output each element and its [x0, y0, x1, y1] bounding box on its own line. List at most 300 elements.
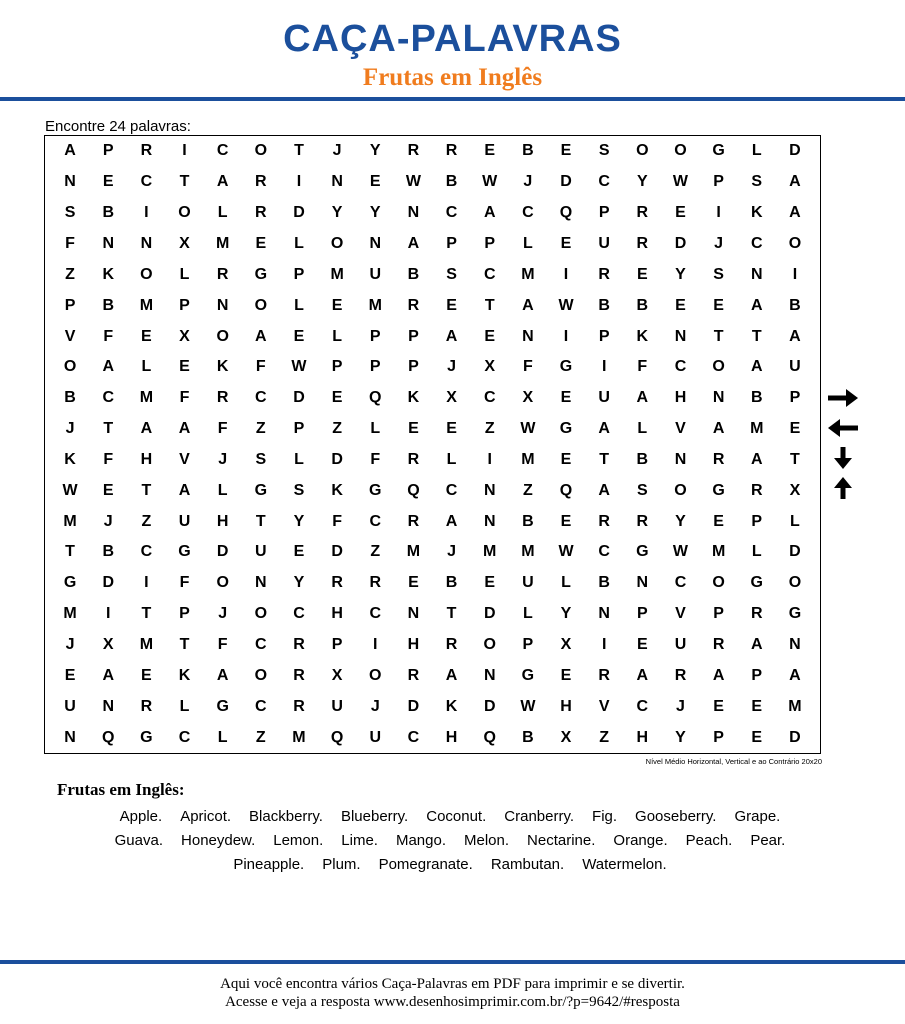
- grid-cell: B: [598, 574, 610, 592]
- grid-cell: Z: [522, 481, 533, 499]
- grid-cell: M: [788, 697, 802, 715]
- grid-cell: L: [217, 481, 228, 499]
- grid-cell: K: [636, 327, 649, 345]
- word-list-line: [55, 832, 845, 849]
- grid-cell: Z: [255, 420, 266, 438]
- grid-cell: P: [751, 666, 763, 684]
- grid-cell: Z: [484, 420, 495, 438]
- word-item: Blackberry.: [249, 808, 323, 825]
- grid-cell: P: [484, 234, 496, 252]
- grid-cell: G: [559, 358, 573, 376]
- grid-cell: G: [178, 543, 191, 561]
- grid-cell: U: [789, 358, 801, 376]
- grid-cell: I: [563, 327, 569, 345]
- grid-cell: A: [712, 420, 725, 438]
- grid-cell: N: [64, 728, 76, 746]
- grid-cell: R: [255, 173, 267, 191]
- grid-cell: H: [674, 389, 687, 407]
- grid-cell: N: [750, 265, 763, 283]
- grid-cell: C: [255, 636, 267, 654]
- grid-cell: B: [445, 173, 458, 191]
- grid-cell: D: [293, 204, 305, 222]
- grid-cell: R: [407, 666, 420, 684]
- grid-cell: A: [445, 512, 458, 530]
- grid-cell: R: [598, 512, 610, 530]
- grid-cell: U: [64, 697, 76, 715]
- grid-cell: O: [63, 358, 77, 376]
- grid-cell: O: [674, 481, 687, 499]
- grid-cell: C: [674, 574, 687, 592]
- grid-cell: P: [369, 358, 381, 376]
- grid-cell: P: [179, 605, 190, 623]
- grid-cell: X: [560, 636, 572, 654]
- grid-cell: T: [179, 173, 190, 191]
- word-item: Watermelon.: [582, 856, 667, 873]
- grid-cell: A: [445, 327, 458, 345]
- grid-cell: L: [522, 605, 533, 623]
- grid-cell: F: [370, 450, 381, 468]
- grid-cell: O: [216, 574, 229, 592]
- grid-cell: S: [255, 450, 267, 468]
- grid-cell: D: [293, 389, 305, 407]
- grid-cell: Z: [141, 512, 152, 530]
- grid-cell: U: [178, 512, 191, 530]
- grid-cell: L: [294, 296, 304, 314]
- grid-cell: C: [140, 543, 153, 561]
- grid-cell: P: [102, 142, 114, 160]
- grid-cell: E: [141, 327, 152, 345]
- grid-cell: C: [140, 173, 153, 191]
- grid-cell: B: [102, 296, 114, 314]
- word-item: Rambutan.: [490, 856, 565, 873]
- grid-cell: P: [64, 296, 76, 314]
- grid-cell: C: [255, 389, 267, 407]
- grid-cell: D: [483, 605, 496, 623]
- word-item: Pear.: [750, 832, 786, 849]
- grid-cell: N: [407, 605, 420, 623]
- grid-cell: O: [254, 666, 268, 684]
- grid-cell: P: [751, 512, 763, 530]
- grid-cell: T: [179, 636, 190, 654]
- grid-cell: W: [520, 420, 536, 438]
- grid-cell: L: [751, 543, 762, 561]
- grid-cell: M: [711, 543, 726, 561]
- grid-cell: E: [751, 697, 763, 715]
- grid-cell: R: [216, 389, 229, 407]
- grid-cell: E: [484, 142, 496, 160]
- grid-cell: K: [331, 481, 343, 499]
- word-item: Coconut.: [426, 808, 487, 825]
- grid-cell: W: [405, 173, 421, 191]
- grid-cell: P: [331, 636, 343, 654]
- grid-cell: O: [712, 574, 725, 592]
- grid-cell: M: [216, 234, 230, 252]
- grid-cell: B: [789, 296, 801, 314]
- grid-cell: U: [255, 543, 267, 561]
- grid-cell: A: [216, 173, 229, 191]
- grid-cell: W: [672, 173, 689, 191]
- grid-cell: E: [560, 450, 572, 468]
- grid-cell: B: [64, 389, 76, 407]
- grid-cell: X: [789, 481, 801, 499]
- grid-cell: G: [636, 543, 649, 561]
- grid-cell: R: [216, 265, 229, 283]
- footer-line-2: Acesse e veja a resposta www.desenhosimprimir.com.br/?p=9642/#resposta: [225, 994, 680, 1010]
- grid-cell: B: [636, 450, 649, 468]
- grid-cell: K: [64, 450, 76, 468]
- grid-cell: K: [407, 389, 420, 407]
- grid-cell: K: [750, 204, 763, 222]
- grid-cell: E: [560, 142, 572, 160]
- grid-cell: L: [179, 697, 190, 715]
- grid-cell: A: [216, 666, 229, 684]
- grid-cell: D: [331, 450, 343, 468]
- grid-cell: R: [636, 234, 649, 252]
- grid-cell: Q: [330, 728, 344, 746]
- grid-cell: P: [713, 605, 724, 623]
- grid-cell: T: [446, 605, 457, 623]
- grid-cell: C: [445, 481, 458, 499]
- grid-cell: D: [789, 728, 801, 746]
- grid-cell: N: [102, 697, 114, 715]
- top-divider: [0, 97, 905, 101]
- grid-cell: C: [483, 265, 496, 283]
- grid-cell: D: [789, 543, 801, 561]
- grid-cell: A: [789, 327, 801, 345]
- grid-cell: H: [407, 636, 420, 654]
- grid-cell: Q: [483, 728, 496, 746]
- word-item: Blueberry.: [340, 808, 409, 825]
- arrow-down-icon: [826, 446, 860, 470]
- grid-cell: J: [447, 543, 457, 561]
- grid-cell: G: [140, 728, 153, 746]
- grid-cell: O: [178, 204, 191, 222]
- grid-cell: G: [521, 666, 535, 684]
- grid-cell: M: [406, 543, 421, 561]
- grid-cell: A: [64, 142, 76, 160]
- grid-cell: R: [750, 481, 763, 499]
- grid-cell: F: [217, 636, 228, 654]
- grid-cell: X: [179, 327, 190, 345]
- grid-cell: O: [483, 636, 496, 654]
- grid-cell: N: [598, 605, 610, 623]
- grid-cell: L: [294, 450, 304, 468]
- grid-cell: B: [522, 728, 534, 746]
- grid-cell: M: [521, 265, 535, 283]
- grid-cell: O: [712, 358, 725, 376]
- grid-cell: R: [407, 296, 420, 314]
- grid-cell: P: [331, 358, 343, 376]
- grid-cell: E: [560, 234, 572, 252]
- grid-cell: N: [102, 234, 114, 252]
- grid-cell: R: [407, 142, 420, 160]
- grid-cell: D: [216, 543, 229, 561]
- grid-cell: J: [65, 420, 75, 438]
- grid-cell: X: [446, 389, 457, 407]
- arrow-right-icon: [826, 386, 860, 410]
- grid-cell: A: [255, 327, 267, 345]
- grid-cell: O: [254, 605, 268, 623]
- grid-cell: A: [636, 666, 649, 684]
- grid-cell: N: [331, 173, 343, 191]
- grid-cell: U: [674, 636, 687, 654]
- grid-cell: F: [637, 358, 648, 376]
- footer-line-1: Aqui você encontra vários Caça-Palavras em PDF para imprimir e se divertir.: [220, 976, 685, 992]
- grid-cell: E: [789, 420, 801, 438]
- grid-cell: F: [522, 358, 533, 376]
- grid-cell: E: [636, 265, 648, 283]
- grid-cell: A: [789, 204, 801, 222]
- grid-cell: S: [713, 265, 724, 283]
- grid-cell: M: [521, 543, 535, 561]
- grid-cell: S: [751, 173, 763, 191]
- grid-cell: R: [407, 512, 420, 530]
- grid-cell: L: [332, 327, 342, 345]
- grid-cell: C: [293, 605, 305, 623]
- grid-cell: C: [750, 234, 763, 252]
- grid-cell: T: [790, 450, 800, 468]
- grid-cell: T: [713, 327, 724, 345]
- grid-cell: L: [522, 234, 533, 252]
- grid-cell: D: [331, 543, 343, 561]
- page-subtitle: Frutas em Inglês: [362, 64, 543, 91]
- instruction-text: Encontre 24 palavras:: [45, 118, 191, 135]
- word-item: Cranberry.: [504, 808, 575, 825]
- grid-cell: R: [445, 636, 458, 654]
- word-list-heading: Frutas em Inglês:: [57, 780, 185, 799]
- grid-cell: P: [369, 327, 381, 345]
- grid-cell: Z: [65, 265, 75, 283]
- grid-cell: L: [217, 204, 228, 222]
- grid-cell: J: [218, 605, 228, 623]
- grid-cell: P: [598, 327, 610, 345]
- page-title: CAÇA-PALAVRAS: [283, 18, 622, 60]
- grid-cell: G: [559, 420, 573, 438]
- grid-cell: P: [179, 296, 190, 314]
- grid-cell: Y: [636, 173, 648, 191]
- word-item: Lemon.: [273, 832, 324, 849]
- grid-cell: W: [482, 173, 498, 191]
- grid-cell: Z: [599, 728, 610, 746]
- grid-cell: P: [789, 389, 801, 407]
- grid-cell: M: [750, 420, 764, 438]
- direction-arrows: [826, 386, 862, 506]
- grid-cell: A: [178, 420, 191, 438]
- grid-cell: Z: [370, 543, 381, 561]
- grid-cell: C: [445, 204, 458, 222]
- grid-cell: E: [484, 574, 496, 592]
- grid-cell: R: [293, 697, 305, 715]
- grid-cell: E: [713, 512, 724, 530]
- grid-cell: L: [561, 574, 571, 592]
- grid-cell: O: [788, 234, 802, 252]
- grid-cell: C: [636, 697, 649, 715]
- grid-cell: U: [522, 574, 534, 592]
- grid-cell: R: [712, 450, 725, 468]
- grid-cell: I: [563, 265, 569, 283]
- grid-cell: N: [255, 574, 267, 592]
- grid-cell: L: [790, 512, 800, 530]
- grid-cell: N: [140, 234, 153, 252]
- grid-cell: D: [483, 697, 496, 715]
- grid-cell: E: [636, 636, 648, 654]
- grid-cell: S: [446, 265, 457, 283]
- grid-cell: L: [751, 142, 762, 160]
- grid-cell: C: [522, 204, 534, 222]
- grid-cell: H: [445, 728, 458, 746]
- grid-cell: E: [446, 420, 457, 438]
- word-item: Honeydew.: [181, 832, 256, 849]
- grid-cell: T: [141, 481, 152, 499]
- grid-cell: C: [483, 389, 496, 407]
- word-item: Melon.: [464, 832, 510, 849]
- grid-cell: T: [751, 327, 762, 345]
- grid-cell: K: [216, 358, 229, 376]
- arrow-left-icon: [826, 416, 860, 440]
- grid-cell: A: [750, 296, 763, 314]
- grid-cell: G: [254, 481, 268, 499]
- grid-cell: O: [674, 142, 687, 160]
- grid-cell: E: [713, 296, 724, 314]
- grid-cell: N: [522, 327, 534, 345]
- grid-cell: M: [139, 296, 154, 314]
- grid-cell: Y: [675, 728, 686, 746]
- grid-cell: C: [216, 142, 229, 160]
- word-list-line: [55, 856, 845, 873]
- word-item: Apricot.: [180, 808, 232, 825]
- grid-cell: A: [522, 296, 534, 314]
- grid-cell: E: [675, 296, 686, 314]
- grid-cell: J: [676, 697, 685, 715]
- grid-cell: F: [179, 574, 190, 592]
- grid-cell: A: [789, 173, 801, 191]
- grid-cell: N: [407, 204, 420, 222]
- grid-cell: O: [140, 265, 153, 283]
- grid-cell: E: [751, 728, 763, 746]
- grid-cell: V: [675, 420, 686, 438]
- grid-cell: L: [141, 358, 152, 376]
- grid-cell: P: [713, 728, 724, 746]
- grid-cell: U: [331, 697, 343, 715]
- grid-cell: B: [102, 543, 114, 561]
- grid-cell: C: [407, 728, 420, 746]
- grid-cell: X: [560, 728, 572, 746]
- grid-cell: E: [293, 543, 305, 561]
- word-item: Grape.: [734, 808, 781, 825]
- grid-cell: O: [369, 666, 382, 684]
- grid-cell: U: [598, 234, 610, 252]
- grid-cell: I: [792, 265, 798, 283]
- grid-cell: A: [712, 666, 725, 684]
- grid-cell: F: [179, 389, 190, 407]
- grid-cell: M: [63, 512, 77, 530]
- word-item: Gooseberry.: [635, 808, 717, 825]
- grid-cell: X: [522, 389, 534, 407]
- grid-cell: A: [178, 481, 191, 499]
- grid-cell: B: [522, 512, 534, 530]
- grid-cell: I: [296, 173, 302, 191]
- grid-cell: A: [140, 420, 153, 438]
- grid-cell: H: [331, 605, 343, 623]
- word-item: Fig.: [592, 808, 618, 825]
- grid-cell: Q: [101, 728, 115, 746]
- grid-cell: V: [64, 327, 76, 345]
- grid-cell: T: [103, 420, 114, 438]
- grid-cell: Q: [407, 481, 420, 499]
- grid-cell: M: [483, 543, 497, 561]
- grid-cell: E: [293, 327, 305, 345]
- word-item: Nectarine.: [527, 832, 596, 849]
- grid-cell: M: [139, 389, 154, 407]
- grid-cell: J: [714, 234, 724, 252]
- grid-cell: V: [179, 450, 190, 468]
- grid-cell: I: [601, 358, 607, 376]
- grid-cell: O: [254, 142, 268, 160]
- grid-cell: N: [369, 234, 382, 252]
- word-list-line: [55, 808, 845, 825]
- grid-cell: A: [750, 450, 763, 468]
- grid-cell: B: [522, 142, 534, 160]
- grid-cell: R: [750, 605, 763, 623]
- grid-cell: E: [484, 327, 496, 345]
- grid-cell: S: [636, 481, 648, 499]
- grid-cell: J: [218, 450, 228, 468]
- grid-cell: G: [216, 697, 229, 715]
- grid-cell: T: [255, 512, 266, 530]
- grid-cell: T: [141, 605, 152, 623]
- grid-cell: Y: [293, 574, 305, 592]
- grid-cell: O: [788, 574, 802, 592]
- grid-cell: C: [674, 358, 687, 376]
- word-item: Plum.: [322, 856, 361, 873]
- level-note: Nível Médio Horizontal, Vertical e ao Contrário 20x20: [645, 757, 822, 766]
- grid-cell: Y: [560, 605, 572, 623]
- grid-cell: N: [712, 389, 725, 407]
- grid-cell: R: [255, 204, 267, 222]
- grid-cell: H: [140, 450, 153, 468]
- grid-cell: A: [598, 420, 610, 438]
- grid-cell: E: [675, 204, 686, 222]
- grid-cell: L: [294, 234, 304, 252]
- grid-cell: N: [483, 481, 496, 499]
- grid-cell: Q: [369, 389, 382, 407]
- grid-cell: J: [370, 697, 380, 715]
- grid-cell: F: [103, 450, 114, 468]
- grid-cell: L: [446, 450, 457, 468]
- grid-cell: E: [331, 296, 343, 314]
- grid-cell: O: [636, 142, 649, 160]
- word-item: Mango.: [395, 832, 447, 849]
- grid-cell: R: [598, 265, 610, 283]
- grid-cell: O: [216, 327, 229, 345]
- grid-cell: E: [369, 173, 381, 191]
- grid-cell: Y: [675, 512, 686, 530]
- grid-cell: R: [674, 666, 687, 684]
- grid-cell: M: [368, 296, 382, 314]
- grid-cell: C: [255, 697, 267, 715]
- grid-cell: E: [64, 666, 76, 684]
- grid-cell: I: [373, 636, 378, 654]
- arrow-up-icon: [826, 476, 860, 500]
- grid-cell: U: [369, 728, 382, 746]
- grid-cell: F: [103, 327, 114, 345]
- grid-cell: E: [255, 234, 267, 252]
- grid-cell: R: [712, 636, 725, 654]
- grid-cell: Z: [332, 420, 342, 438]
- grid-cell: R: [407, 450, 420, 468]
- grid-cell: R: [140, 697, 153, 715]
- grid-cell: L: [179, 265, 190, 283]
